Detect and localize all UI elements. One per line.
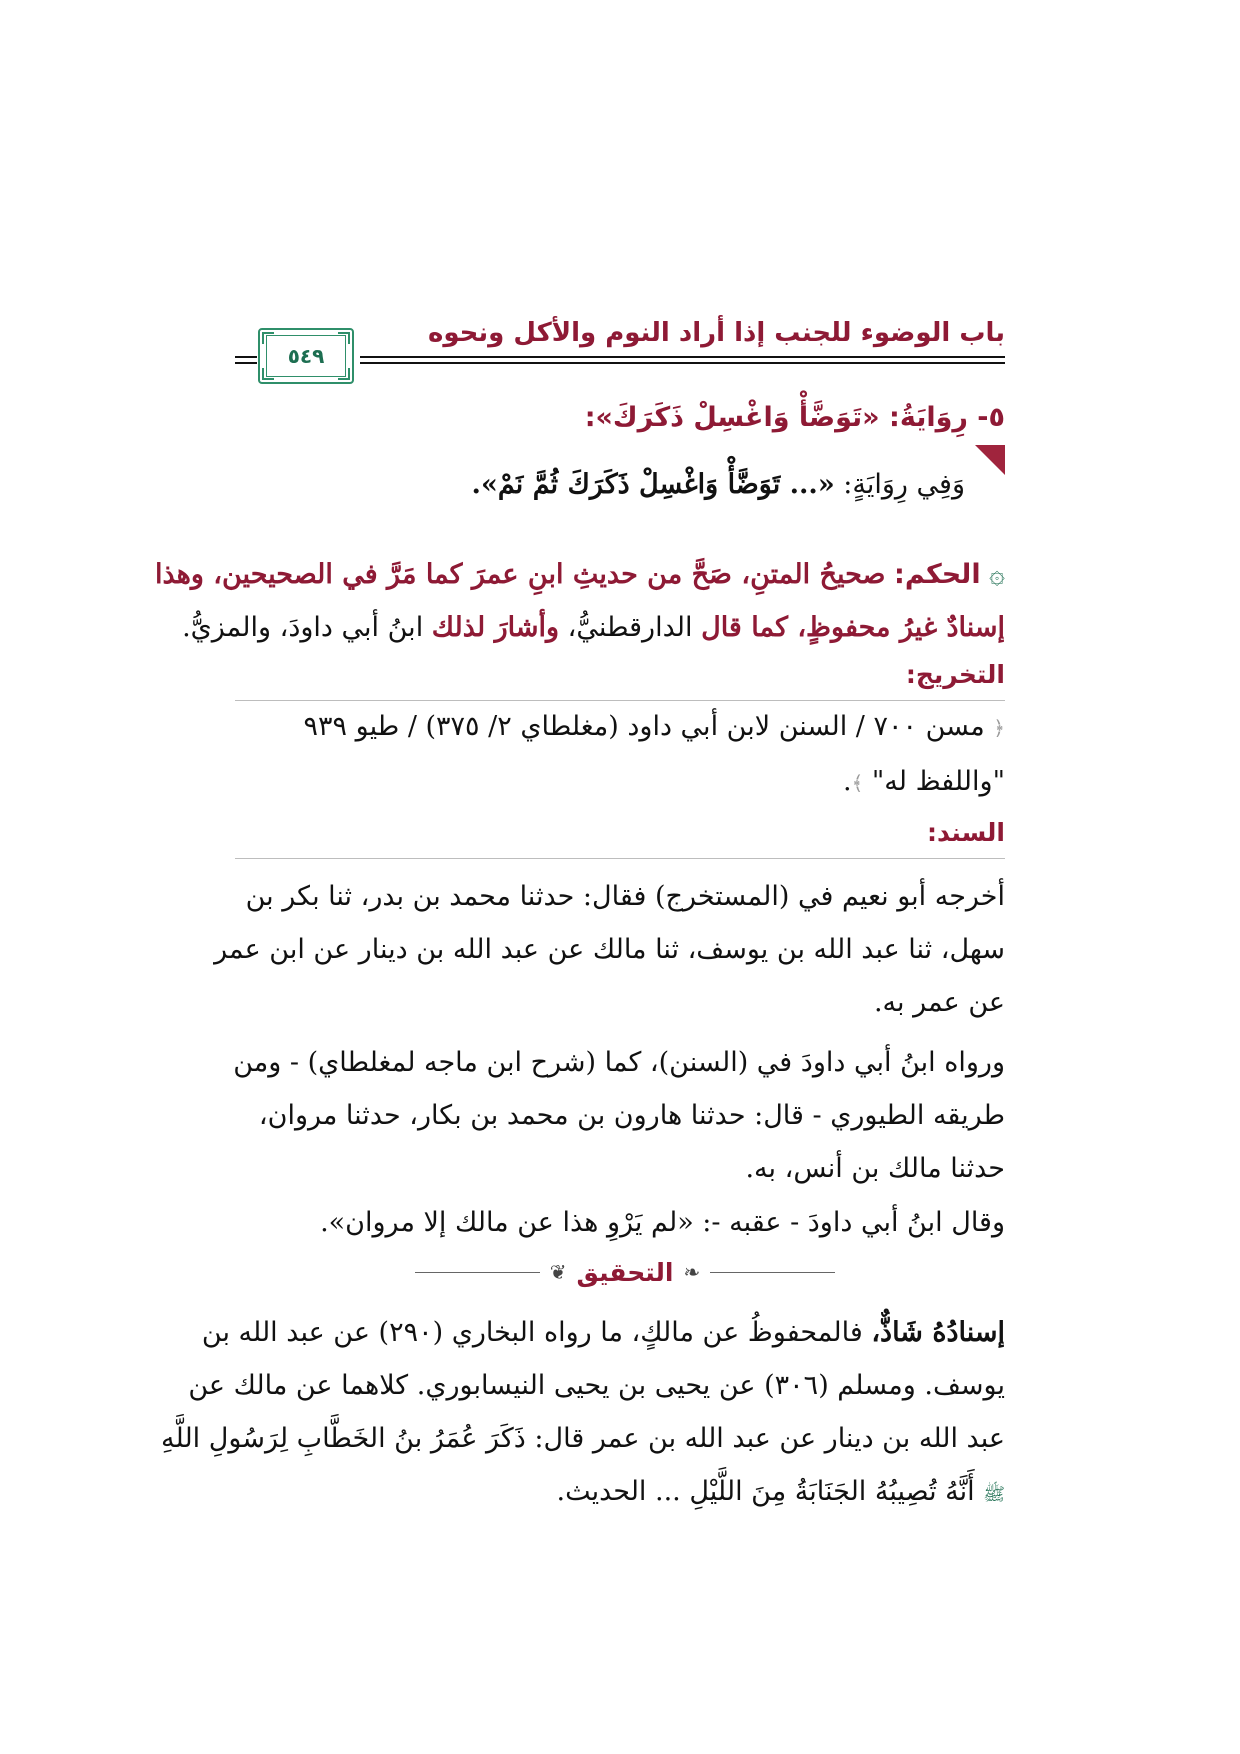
sanad-line-3: عن عمر به. [873,987,1005,1018]
tahqiq-divider [415,1252,835,1292]
header-rule-left-top [235,356,257,358]
takhrij-heading: التخريج: [905,660,1005,689]
variant-narration [235,458,965,511]
tahqiq-paragraph [161,1306,1005,1521]
salutation-glyph: ﷺ [983,1484,1005,1505]
riwaya-line-3: حدثنا مالك بن أنس، به. [745,1153,1005,1184]
header-rule-bottom [360,362,1005,364]
corner-ornament [975,445,1005,475]
ruling-icon: ۞ [989,559,1005,590]
tahqiq-line-3: عبد الله بن دينار عن عبد الله بن عمر قال: ذَكَرَ عُمَرُ بنُ الخَطَّابِ لِرَسُولِ اللَّهِ [161,1423,1005,1454]
takhrij-line-1: مسن ٧٠٠ / السنن لابن أبي داود (مغلطاي ٢/ ٣٧٥) / طيو ٩٣٩ [303,711,985,742]
qala-line: وقال ابنُ أبي داودَ - عقبه -: «لم يَرْوِ هذا عن مالك إلا مروان». [320,1207,1005,1238]
chapter-title: باب الوضوء للجنب إذا أراد النوم والأكل ونحوه [428,318,1005,348]
variant-prefix: وَفِي رِوَايَةٍ: [843,469,965,500]
variant-quote: «... تَوَضَّأْ وَاغْسِلْ ذَكَرَكَ ثُمَّ نَمْ». [471,469,835,500]
ruling-text-2c: وأشارَ لذلك [431,612,560,643]
sanad-heading: السند: [926,818,1005,847]
ruling-paragraph [154,548,1005,654]
riwaya-line-1: ورواه ابنُ أبي داودَ في (السنن)، كما (شرح ابن ماجه لمغلطاي) - ومن [233,1047,1005,1078]
tahqiq-line-1: فالمحفوظُ عن مالكٍ، ما رواه البخاري (٢٩٠) عن عبد الله بن [201,1317,863,1348]
page-number: ٥٤٩ [266,335,346,377]
divider-line-right [710,1272,835,1273]
sanad-line-2: سهل، ثنا عبد الله بن يوسف، ثنا مالك عن عبد الله بن دينار عن ابن عمر [214,934,1005,965]
divider-line-left [415,1272,540,1273]
tahqiq-lead: إسنادُهُ شَاذٌّ، [871,1317,1005,1348]
header-rule-left-bottom [235,362,257,364]
header-rule-top [360,356,1005,358]
riwaya-line-2: طريقه الطيوري - قال: حدثنا هارون بن محمد بن بكار، حدثنا مروان، [258,1100,1005,1131]
ruling-text-2d: ابنُ أبي داودَ، والمزيُّ. [182,612,424,643]
section-heading-text: ٥- رِوَايَةُ: «تَوَضَّأْ وَاغْسِلْ ذَكَرَكَ»: [584,402,1005,433]
ruling-text-1: صحيحُ المتنِ، صَحَّ من حديثِ ابنِ عمرَ كما مَرَّ في الصحيحين، وهذا [154,559,886,590]
riwaya-paragraph [235,1036,1005,1195]
ruling-text-2b: الدارقطنيُّ، [567,612,693,643]
ruling-text-2a: إسنادٌ غيرُ محفوظٍ، كما قال [701,612,1005,643]
tahqiq-line-4: أَنَّهُ تُصِيبُهُ الجَنَابَةُ مِنَ اللَّيْلِ ... الحديث. [556,1476,975,1507]
ruling-label: الحكم: [894,559,981,590]
bracket-close: ﴾ [851,771,864,795]
takhrij-block: ﴿ مسن ٧٠٠ / السنن لابن أبي داود (مغلطاي ٢/ ٣٧٥) / طيو ٩٣٩ "واللفظ له" ﴾. [303,711,1005,797]
page-number-badge [258,328,354,384]
sanad-rule [235,858,1005,859]
section-heading [235,402,1005,433]
divider-ornament-left: ❦ [549,1260,567,1284]
sanad-line-1: أخرجه أبو نعيم في (المستخرج) فقال: حدثنا محمد بن بدر، ثنا بكر بن [245,881,1005,912]
takhrij-line-2: "واللفظ له" [871,766,1005,797]
bracket-open: ﴿ [993,716,1005,740]
qala-paragraph [235,1196,1005,1249]
sanad-paragraph [214,870,1005,1029]
tahqiq-heading: التحقيق [576,1257,674,1287]
tahqiq-line-2: يوسف. ومسلم (٣٠٦) عن يحيى بن يحيى النيسابوري. كلاهما عن مالك عن [188,1370,1005,1401]
divider-ornament-right: ❧ [683,1260,701,1284]
